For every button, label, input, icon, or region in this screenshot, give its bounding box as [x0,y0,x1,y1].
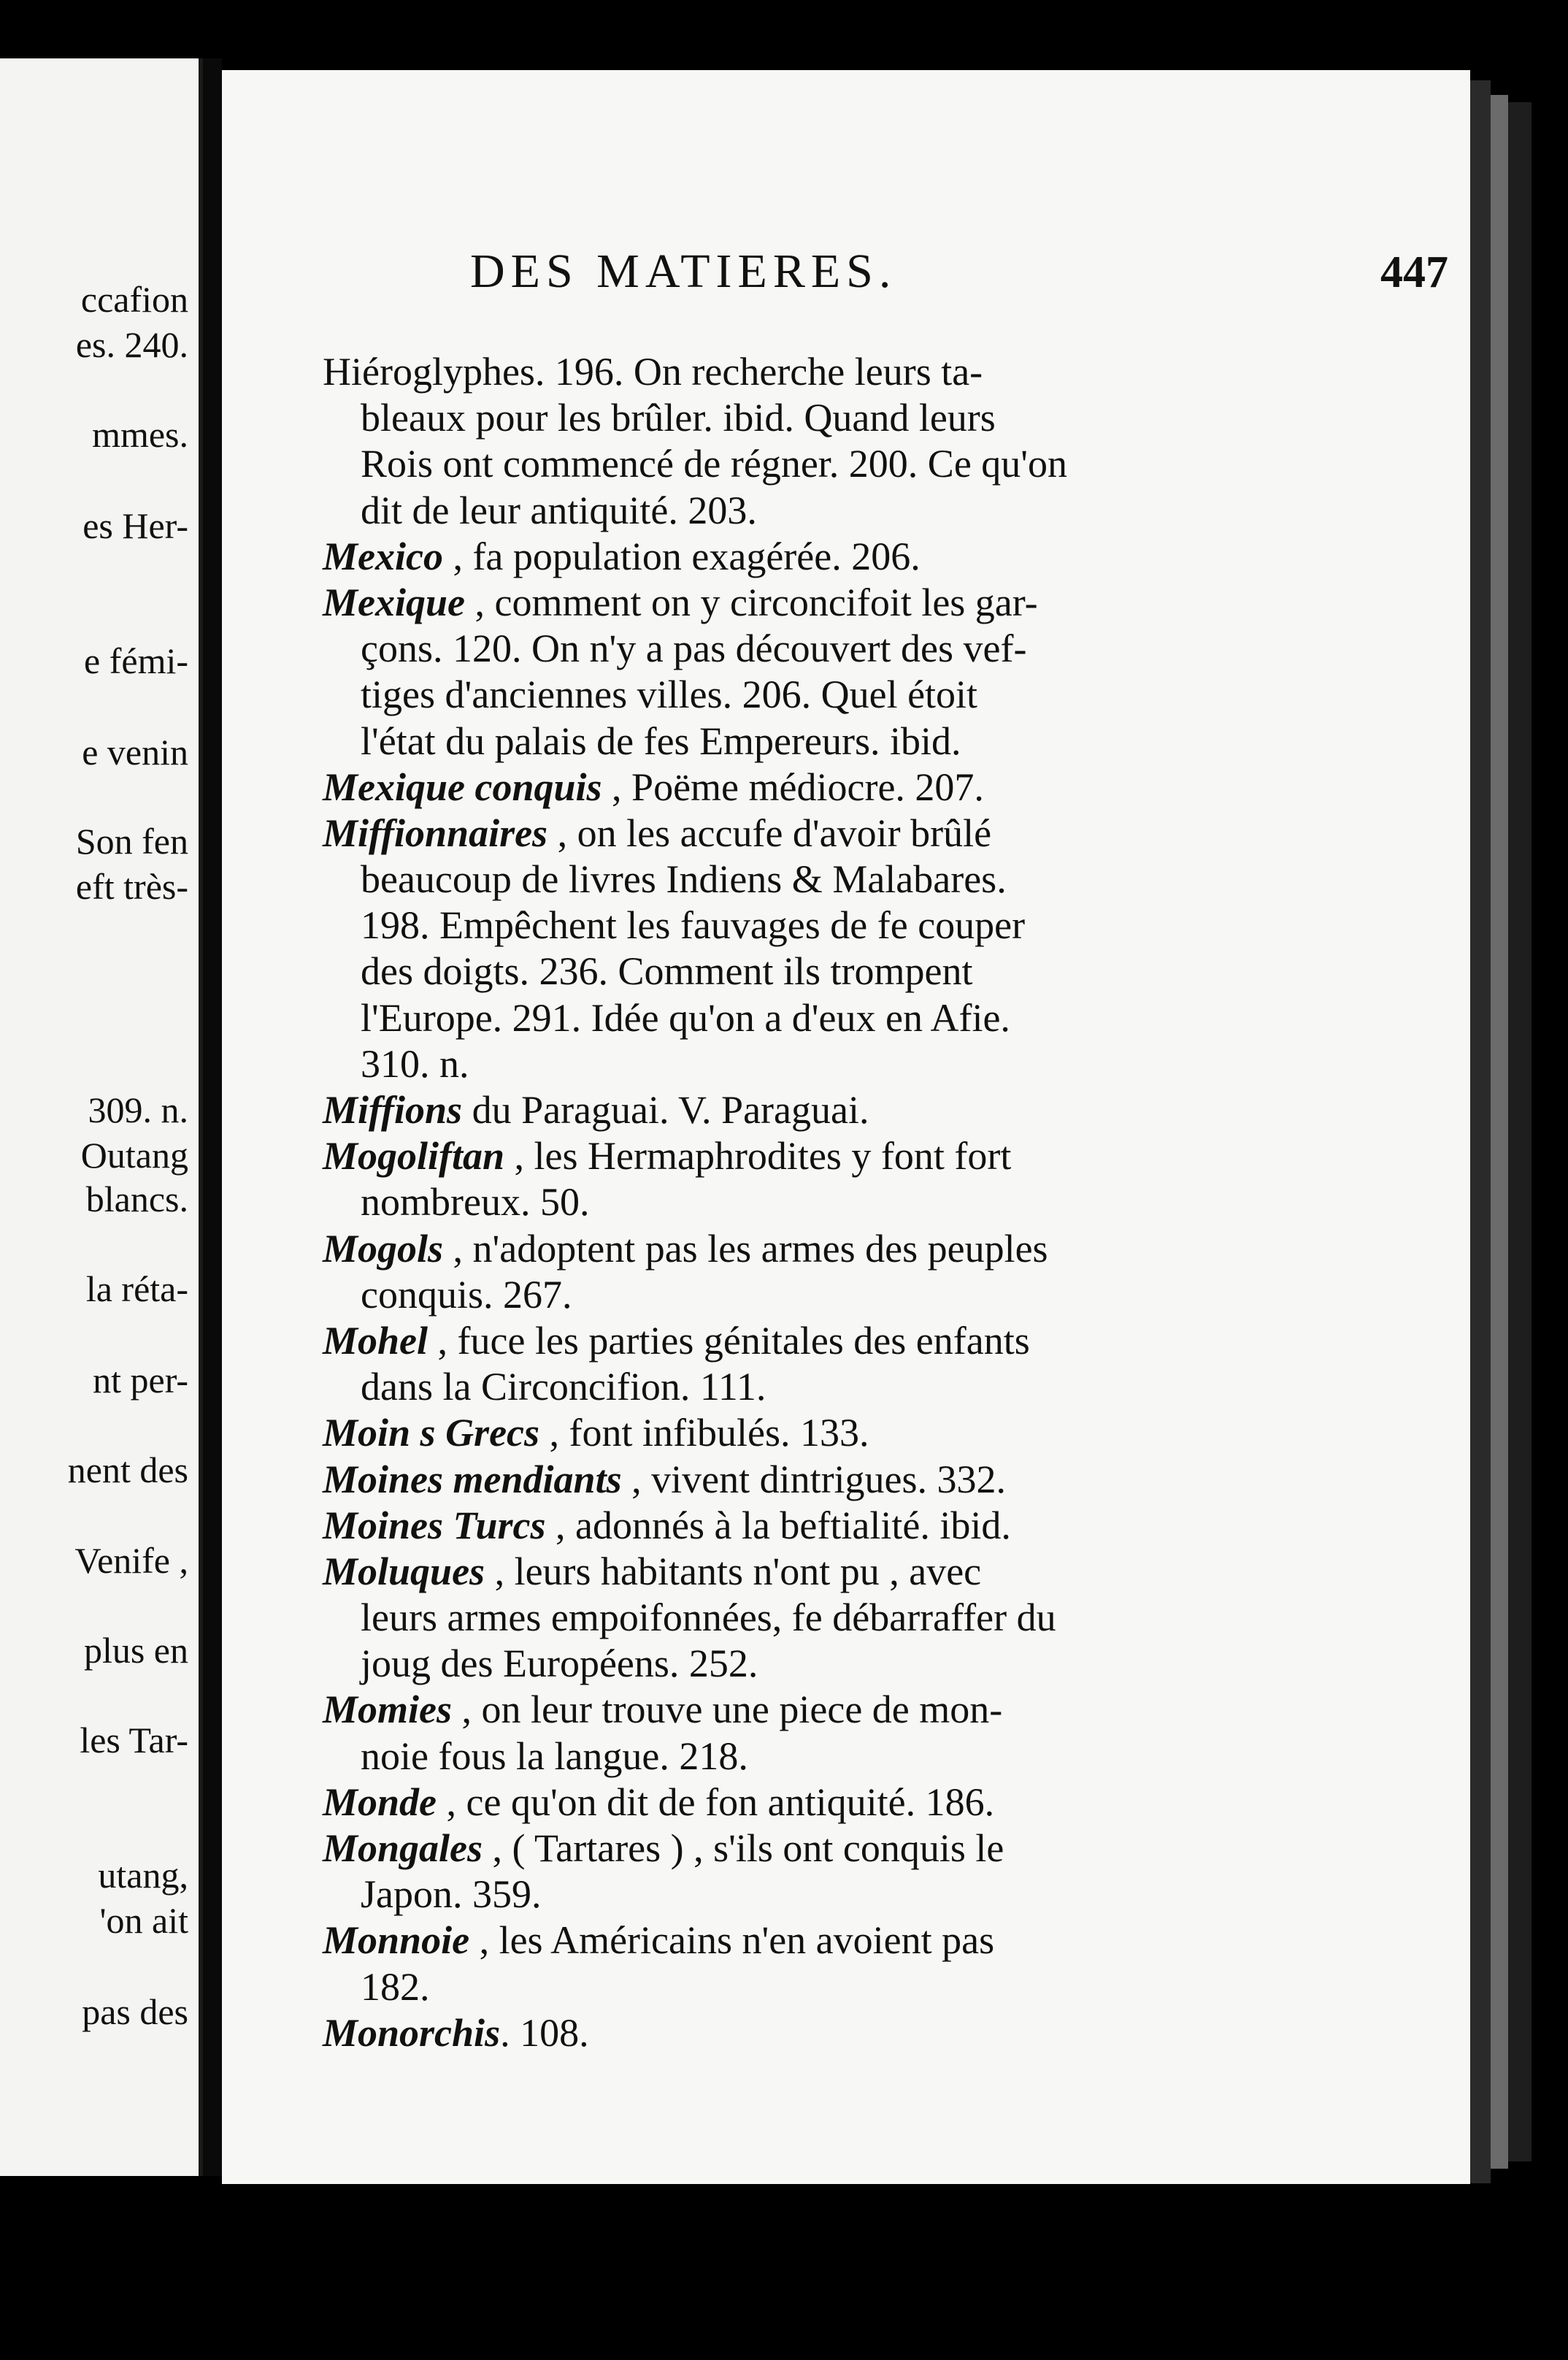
book-gutter [203,58,222,2176]
left-fragment: e fémi- [84,640,188,681]
entry-text: , Poëme médiocre. 207. [602,765,984,809]
entry-text: leurs armes empoifonnées, fe débarraffer du [361,1595,1056,1640]
entry-headword: Mexique [323,580,465,624]
entry-text: 310. n. [361,1041,469,1086]
entry-headword: Miffionnaires [323,811,548,855]
entry-text: , les Américains n'en avoient pas [469,1918,995,1963]
page-header [470,244,1448,302]
entry-headword: Mexique conquis [323,765,602,809]
left-fragment: nt per- [93,1360,188,1401]
entry-headword: Monnoie [323,1918,470,1963]
index-entry [323,1087,1469,1133]
index-page [222,70,1470,2184]
index-entry [323,349,1469,534]
entry-headword: Miffions [323,1088,463,1132]
entry-text: l'Europe. 291. Idée qu'on a d'eux en Afie. [361,995,1010,1040]
entry-text: des doigts. 236. Comment ils trompent [361,949,973,994]
entry-headword: Mogoliftan [323,1134,505,1179]
page-edge [1508,102,1532,2161]
left-fragment: ccafion [80,279,188,320]
left-fragment: 'on ait [99,1900,188,1941]
entry-text: , ce qu'on dit de fon antiquité. 186. [437,1779,995,1824]
index-entry [323,1133,1469,1225]
entry-text: Rois ont commencé de régner. 200. Ce qu'on [361,442,1068,486]
entry-text: , comment on y circoncifoit les gar- [465,580,1038,624]
entry-headword: Momies [323,1687,453,1732]
entry-text: , fa population exagérée. 206. [442,534,921,578]
index-entry [323,1687,1469,1779]
entry-headword: Moines mendiants [323,1457,622,1501]
page-edge [1491,95,1508,2169]
index-entry [323,1410,1469,1456]
entry-text: Japon. 359. [361,1872,542,1917]
entry-text: , adonnés à la beftialité. ibid. [545,1503,1011,1547]
left-fragment: e venin [82,732,188,773]
entry-headword: Mohel [323,1318,428,1363]
entry-text: , on leur trouve une piece de mon- [452,1687,1003,1732]
entry-text: , fuce les parties génitales des enfants [428,1318,1030,1363]
index-entry [323,534,1469,580]
index-entry [323,811,1469,1087]
left-fragment: es. 240. [75,324,188,365]
entry-text: joug des Européens. 252. [361,1641,758,1686]
left-fragment: Outang [80,1135,188,1176]
left-fragment: blancs. [85,1179,188,1219]
entry-text: noie fous la langue. 218. [361,1733,748,1778]
entry-text: nombreux. 50. [361,1180,590,1225]
index-entry [323,1918,1469,2010]
left-fragment: les Tar- [80,1720,188,1761]
index-entry [323,2010,1469,2056]
left-fragment: mmes. [92,414,188,455]
entry-headword: Monde [323,1779,437,1824]
entry-text: , leurs habitants n'ont pu , avec [485,1549,982,1593]
index-entry [323,1457,1469,1503]
left-fragment: plus en [83,1630,188,1671]
left-fragment: utang, [98,1855,188,1896]
entry-text: du Paraguai. V. Paraguai. [462,1088,869,1132]
running-head: DES MATIERES. [470,245,897,298]
entry-headword: Moluques [323,1549,485,1593]
entry-headword: Mogols [323,1226,444,1271]
entry-text: , on les accufe d'avoir brûlé [547,811,992,855]
left-fragment: pas des [82,1991,188,2032]
page-number: 447 [1380,248,1448,297]
index-entry [323,580,1469,765]
entry-text: çons. 120. On n'y a pas découvert des vef- [361,627,1027,671]
entry-text: , les Hermaphrodites y font fort [504,1134,1012,1179]
entry-text: conquis. 267. [361,1272,572,1317]
index-entry [323,1779,1469,1825]
entry-text: Hiéroglyphes. 196. On recherche leurs ta- [323,350,983,394]
entry-headword: Moin s Grecs [323,1411,540,1455]
left-fragment: nent des [67,1449,188,1490]
left-fragment: Son fen [75,821,188,862]
left-fragment: es Her- [82,505,188,546]
entry-text: , ( Tartares ) , s'ils ont conquis le [483,1826,1004,1870]
entry-headword: Monorchis [323,2010,501,2055]
index-entries [323,349,1469,2056]
left-fragment: Venife , [74,1540,188,1581]
entry-text: 182. [361,1964,430,2009]
left-fragment: 309. n. [88,1089,188,1130]
left-fragment: eft très- [75,866,188,907]
page-edge [1470,80,1491,2183]
index-entry [323,765,1469,811]
index-entry [323,1226,1469,1318]
entry-text: dans la Circoncifion. 111. [361,1365,766,1409]
previous-page [0,58,203,2176]
entry-text: , vivent dintrigues. 332. [621,1457,1007,1501]
entry-text: l'état du palais de fes Empereurs. ibid. [361,719,961,763]
entry-headword: Mexico [323,534,443,578]
index-entry [323,1549,1469,1687]
entry-text: beaucoup de livres Indiens & Malabares. [361,857,1007,902]
index-entry [323,1503,1469,1549]
entry-text: , font infibulés. 133. [539,1411,869,1455]
index-entry [323,1318,1469,1410]
entry-text: 198. Empêchent les fauvages de fe couper [361,903,1026,948]
left-fragment: la réta- [85,1268,188,1309]
entry-text: . 108. [500,2010,589,2055]
entry-headword: Moines Turcs [323,1503,546,1547]
entry-text: tiges d'anciennes villes. 206. Quel étoit [361,673,978,717]
entry-headword: Mongales [323,1826,483,1870]
entry-text: bleaux pour les brûler. ibid. Quand leurs [361,396,996,440]
entry-text: , n'adoptent pas les armes des peuples [443,1226,1048,1271]
index-entry [323,1825,1469,1918]
entry-text: dit de leur antiquité. 203. [361,488,757,532]
